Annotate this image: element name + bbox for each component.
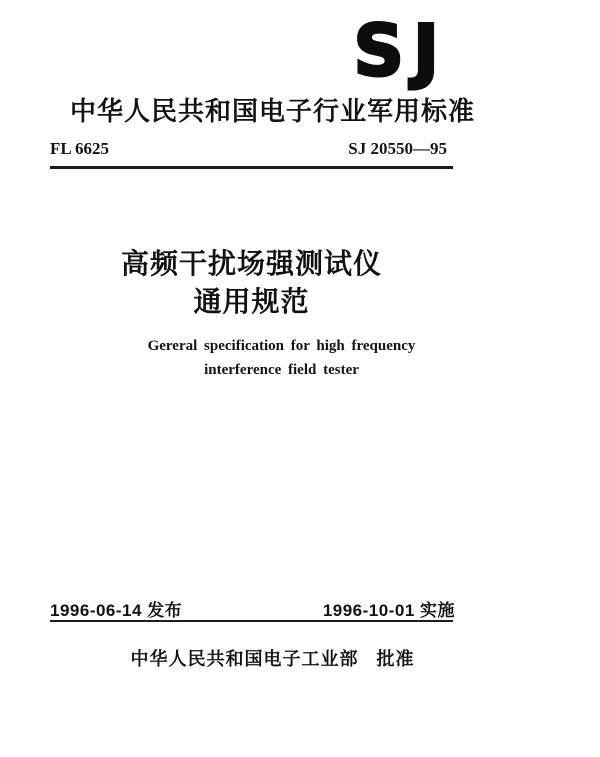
english-subtitle-line-2: interference field tester bbox=[204, 362, 359, 378]
title-line-1: 高频干扰场强测试仪 bbox=[120, 248, 382, 279]
english-subtitle bbox=[50, 334, 483, 382]
approver-line bbox=[50, 645, 474, 671]
standard-number: SJ 20550—95 bbox=[348, 139, 447, 158]
classification-number: FL 6625 bbox=[50, 139, 110, 158]
sj-standard-logo: SJ bbox=[353, 10, 448, 92]
issue-date: 1996-06-14 发布 bbox=[50, 601, 183, 620]
approve-label: 批准 bbox=[376, 649, 415, 669]
title-line-2: 通用规范 bbox=[193, 286, 310, 317]
approver-name: 中华人民共和国电子工业部 bbox=[130, 649, 359, 669]
standard-title bbox=[50, 245, 453, 321]
standard-system-header: 中华人民共和国电子行业军用标准 bbox=[70, 96, 476, 126]
bottom-rule-divider bbox=[50, 620, 453, 622]
implementation-date: 1996-10-01 实施 bbox=[322, 601, 455, 620]
reference-number-row bbox=[50, 139, 453, 159]
top-rule-divider bbox=[50, 166, 453, 169]
english-subtitle-line-1: Gereral specification for high frequency bbox=[147, 338, 416, 354]
date-row bbox=[50, 596, 455, 621]
